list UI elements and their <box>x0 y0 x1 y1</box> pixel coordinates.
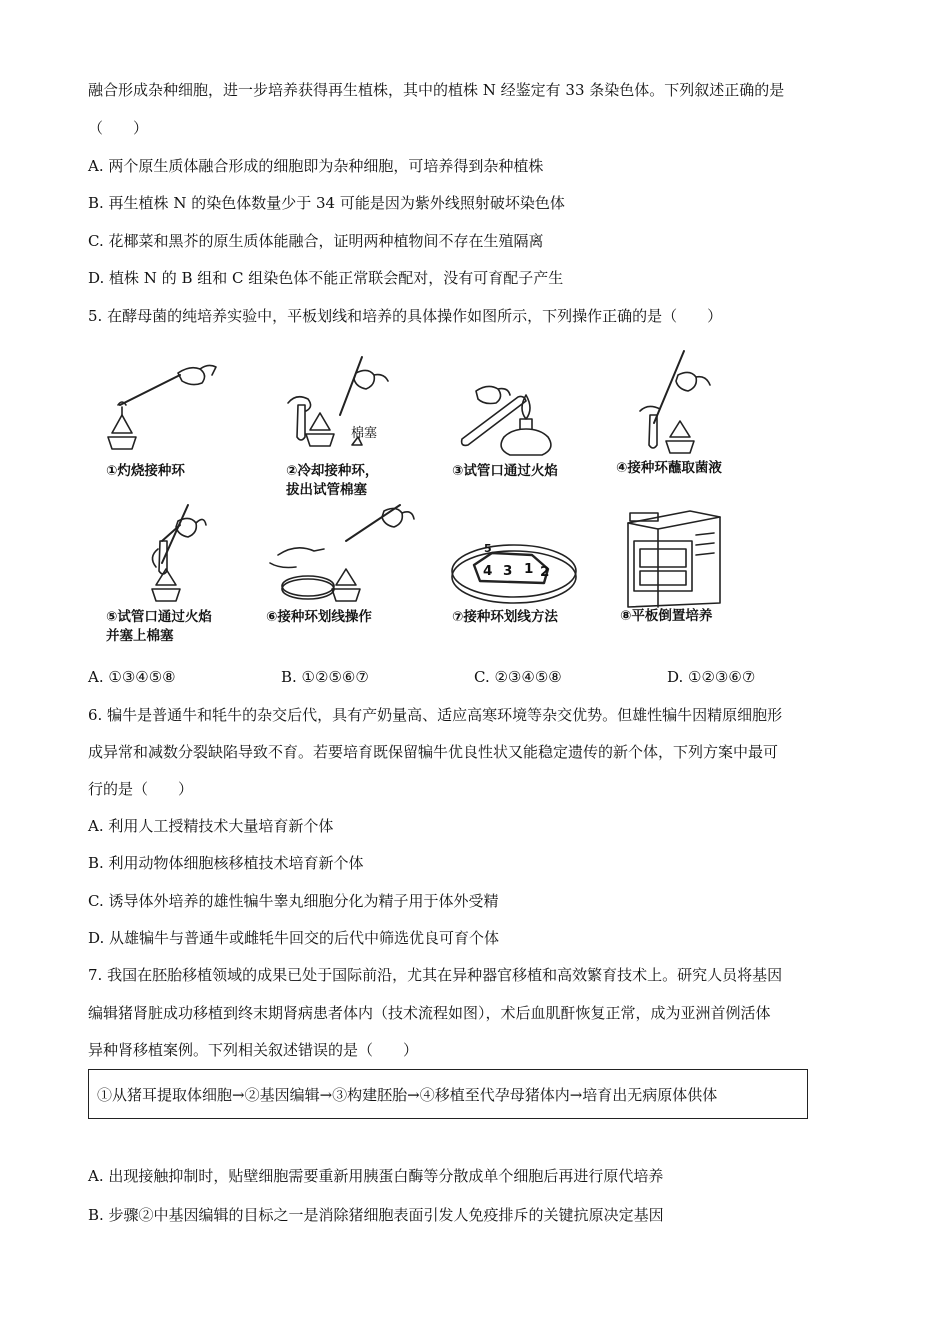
q7-flow-diagram-box <box>88 1069 808 1119</box>
q6-stem-line1: 6. 犏牛是普通牛和牦牛的杂交后代，具有产奶量高、适应高寒环境等杂交优势。但雄性犏牛因精原细胞形 <box>88 706 783 724</box>
q5-option-b: B. ①②⑤⑥⑦ <box>281 668 369 686</box>
q7-stem-line2: 编辑猪肾脏成功移植到终末期肾病患者体内（技术流程如图），术后血肌酐恢复正常，成为亚洲首例活体 <box>88 1004 771 1022</box>
q7-option-a: A. 出现接触抑制时，贴壁细胞需要重新用胰蛋白酶等分散成单个细胞后再进行原代培养 <box>88 1167 664 1185</box>
cotton-plug-label: 棉塞 <box>351 426 378 441</box>
panel6-streaking-drawing <box>270 505 414 601</box>
caption-step8: ⑧平板倒置培养 <box>620 608 713 624</box>
q7-stem-line3: 异种肾移植案例。下列相关叙述错误的是（ ） <box>88 1041 419 1059</box>
q5-option-a: A. ①③④⑤⑧ <box>88 668 176 686</box>
panel8-incubator-drawing <box>628 511 720 607</box>
q4-option-d: D. 植株 N 的 B 组和 C 组染色体不能正常联会配对，没有可育配子产生 <box>88 269 564 287</box>
q5-figure <box>100 345 800 655</box>
q5-option-d: D. ①②③⑥⑦ <box>667 668 756 686</box>
caption-step5-line1: ⑤试管口通过火焰 <box>106 609 212 625</box>
panel1-flaming-loop-drawing <box>108 365 216 449</box>
caption-step1: ①灼烧接种环 <box>106 463 185 479</box>
streak-number-3: 3 <box>503 563 513 579</box>
streak-number-1: 1 <box>524 561 534 577</box>
caption-step7: ⑦接种环划线方法 <box>452 609 558 625</box>
q4-option-b: B. 再生植株 N 的染色体数量少于 34 可能是因为紫外线照射破坏染色体 <box>88 194 565 212</box>
q4-stem-line2: （ ） <box>88 119 149 137</box>
q5-option-c: C. ②③④⑤⑧ <box>474 668 562 686</box>
q4-option-c: C. 花椰菜和黑芥的原生质体能融合，证明两种植物间不存在生殖隔离 <box>88 232 544 250</box>
q6-option-b: B. 利用动物体细胞核移植技术培育新个体 <box>88 854 364 872</box>
panel3-tube-flame-drawing <box>462 386 551 455</box>
caption-step6: ⑥接种环划线操作 <box>266 609 372 625</box>
q7-stem-line1: 7. 我国在胚胎移植领域的成果已处于国际前沿，尤其在异种器官移植和高效繁育技术上。研究人员将基因 <box>88 966 783 984</box>
caption-step2-line2: 拔出试管棉塞 <box>286 482 367 498</box>
panel4-dip-culture-drawing <box>640 351 710 453</box>
q4-option-a: A. 两个原生质体融合形成的细胞即为杂种细胞，可培养得到杂种植株 <box>88 157 544 175</box>
streak-number-2: 2 <box>540 564 550 580</box>
streak-number-4: 4 <box>483 563 493 579</box>
caption-step2-line1: ②冷却接种环， <box>286 463 379 479</box>
q6-stem-line2: 成异常和减数分裂缺陷导致不育。若要培育既保留犏牛优良性状又能稳定遗传的新个体，下列方案中最可 <box>88 743 779 761</box>
q4-stem-line1: 融合形成杂种细胞，进一步培养获得再生植株，其中的植株 N 经鉴定有 33 条染色体。下列叙述正确的是 <box>88 81 785 99</box>
caption-step3: ③试管口通过火焰 <box>452 463 558 479</box>
q7-flow-text: ①从猪耳提取体细胞→②基因编辑→③构建胚胎→④移植至代孕母猪体内→培育出无病原体供体 <box>97 1086 718 1104</box>
panel5-plug-tube-drawing <box>152 505 206 601</box>
streak-number-5: 5 <box>484 542 492 555</box>
caption-step4: ④接种环蘸取菌液 <box>616 460 722 476</box>
q7-option-b: B. 步骤②中基因编辑的目标之一是消除猪细胞表面引发人免疫排斥的关键抗原决定基因 <box>88 1206 664 1224</box>
panel7-petri-dish-drawing <box>452 545 576 603</box>
q6-option-a: A. 利用人工授精技术大量培育新个体 <box>88 817 334 835</box>
q6-option-d: D. 从雄犏牛与普通牛或雌牦牛回交的后代中筛选优良可育个体 <box>88 929 500 947</box>
q6-stem-line3: 行的是（ ） <box>88 780 194 798</box>
caption-step5-line2: 并塞上棉塞 <box>106 628 174 644</box>
q5-stem: 5. 在酵母菌的纯培养实验中，平板划线和培养的具体操作如图所示，下列操作正确的是（ ） <box>88 307 723 325</box>
q5-options-row <box>88 668 888 688</box>
q6-option-c: C. 诱导体外培养的雄性犏牛睾丸细胞分化为精子用于体外受精 <box>88 892 499 910</box>
